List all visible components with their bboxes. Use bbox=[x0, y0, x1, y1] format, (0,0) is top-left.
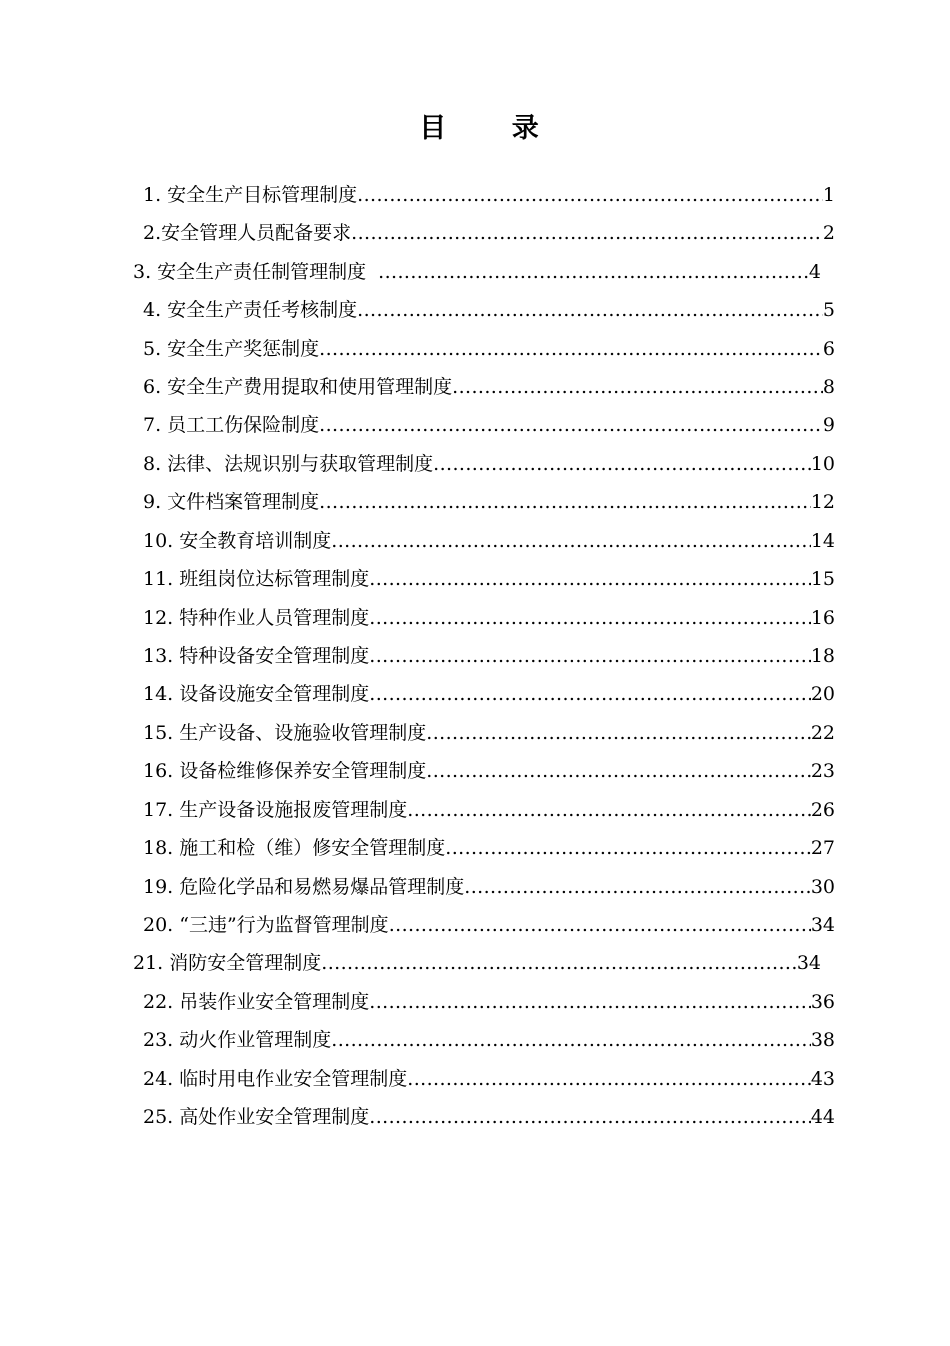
toc-entry[interactable] bbox=[143, 641, 835, 671]
toc-dot-leader bbox=[407, 1064, 811, 1094]
toc-dot-leader bbox=[369, 641, 811, 671]
toc-page-number: 34 bbox=[796, 952, 821, 974]
toc-dot-leader bbox=[369, 679, 811, 709]
toc-dot-leader bbox=[369, 987, 811, 1017]
toc-page-number: 20 bbox=[810, 683, 835, 705]
toc-page-number: 14 bbox=[810, 530, 835, 552]
toc-entry[interactable] bbox=[143, 603, 835, 633]
toc-entry-label: 22. 吊装作业安全管理制度 bbox=[143, 991, 370, 1013]
toc-page-number: 30 bbox=[810, 876, 835, 898]
toc-entry-label: 7. 员工工伤保险制度 bbox=[143, 414, 320, 436]
toc-entry[interactable] bbox=[143, 910, 835, 940]
toc-page-number: 27 bbox=[810, 837, 835, 859]
toc-entry-label: 9. 文件档案管理制度 bbox=[143, 491, 320, 513]
toc-page-number: 18 bbox=[810, 645, 835, 667]
toc-dot-leader bbox=[426, 718, 811, 748]
toc-page-number: 34 bbox=[810, 914, 835, 936]
toc-entry[interactable] bbox=[143, 872, 835, 902]
toc-dot-leader bbox=[452, 372, 823, 402]
toc-entry[interactable] bbox=[133, 257, 821, 287]
toc-entry[interactable] bbox=[143, 334, 835, 364]
toc-entry[interactable] bbox=[143, 987, 835, 1017]
toc-page-number: 9 bbox=[822, 414, 835, 436]
toc-page-number: 38 bbox=[810, 1029, 835, 1051]
toc-entry[interactable] bbox=[143, 372, 835, 402]
toc-entry[interactable] bbox=[143, 180, 835, 210]
toc-dot-leader bbox=[464, 872, 811, 902]
toc-entry-label: 15. 生产设备、设施验收管理制度 bbox=[143, 722, 427, 744]
toc-page-number: 23 bbox=[810, 760, 835, 782]
toc-dot-leader bbox=[331, 526, 811, 556]
toc-dot-leader bbox=[331, 1025, 811, 1055]
toc-entry[interactable] bbox=[143, 833, 835, 863]
toc-entry[interactable] bbox=[143, 218, 835, 248]
toc-dot-leader bbox=[378, 257, 809, 287]
toc-entry[interactable] bbox=[143, 756, 835, 786]
toc-page-number: 26 bbox=[810, 799, 835, 821]
toc-entry-label: 4. 安全生产责任考核制度 bbox=[143, 299, 358, 321]
toc-entry-label: 16. 设备检维修保养安全管理制度 bbox=[143, 760, 427, 782]
toc-entry[interactable] bbox=[143, 487, 835, 517]
toc-entry-label: 13. 特种设备安全管理制度 bbox=[143, 645, 370, 667]
toc-page-number: 22 bbox=[810, 722, 835, 744]
toc-entry-label: 3. 安全生产责任制管理制度 bbox=[133, 261, 367, 283]
toc-dot-leader bbox=[407, 795, 811, 825]
toc-page-number: 6 bbox=[822, 338, 835, 360]
toc-page-number: 36 bbox=[810, 991, 835, 1013]
toc-page-number: 43 bbox=[810, 1068, 835, 1090]
toc-entry-label: 8. 法律、法规识别与获取管理制度 bbox=[143, 453, 434, 475]
toc-dot-leader bbox=[389, 910, 811, 940]
toc-entry-label: 12. 特种作业人员管理制度 bbox=[143, 607, 370, 629]
toc-dot-leader bbox=[357, 295, 823, 325]
toc-page-number: 12 bbox=[810, 491, 835, 513]
toc-entry-label: 5. 安全生产奖惩制度 bbox=[143, 338, 320, 360]
toc-entry[interactable] bbox=[143, 1102, 835, 1132]
toc-page-number: 44 bbox=[810, 1106, 835, 1128]
toc-entry-label: 21. 消防安全管理制度 bbox=[133, 952, 322, 974]
toc-dot-leader bbox=[433, 449, 811, 479]
toc-entry[interactable] bbox=[143, 449, 835, 479]
toc-entry[interactable] bbox=[143, 1064, 835, 1094]
toc-entry-label: 6. 安全生产费用提取和使用管理制度 bbox=[143, 376, 453, 398]
toc-dot-leader bbox=[445, 833, 811, 863]
toc-page-number: 10 bbox=[810, 453, 835, 475]
toc-dot-leader bbox=[369, 1102, 811, 1132]
toc-entry-label: 20. “三违”行为监督管理制度 bbox=[143, 914, 389, 936]
toc-entry[interactable] bbox=[143, 1025, 835, 1055]
toc-dot-leader bbox=[319, 334, 823, 364]
toc-page-number: 4 bbox=[808, 261, 821, 283]
toc-dot-leader bbox=[357, 180, 823, 210]
toc-entry[interactable] bbox=[143, 526, 835, 556]
toc-entry[interactable] bbox=[143, 564, 835, 594]
page-title: 目 录 bbox=[419, 113, 567, 144]
toc-dot-leader bbox=[369, 564, 811, 594]
toc-page-number: 5 bbox=[822, 299, 835, 321]
toc-entry-label: 14. 设备设施安全管理制度 bbox=[143, 683, 370, 705]
toc-entry[interactable] bbox=[143, 795, 835, 825]
toc-page-number: 16 bbox=[810, 607, 835, 629]
toc-page-number: 1 bbox=[822, 184, 835, 206]
toc-dot-leader bbox=[319, 410, 823, 440]
toc-entry-label: 24. 临时用电作业安全管理制度 bbox=[143, 1068, 408, 1090]
toc-dot-leader bbox=[321, 948, 797, 978]
toc-entry[interactable] bbox=[143, 718, 835, 748]
toc-entry-label: 17. 生产设备设施报废管理制度 bbox=[143, 799, 408, 821]
toc-entry-label: 23. 动火作业管理制度 bbox=[143, 1029, 332, 1051]
toc-dot-leader bbox=[369, 603, 811, 633]
toc-entry[interactable] bbox=[133, 948, 821, 978]
toc-entry-label: 25. 高处作业安全管理制度 bbox=[143, 1106, 370, 1128]
toc-page-number: 15 bbox=[810, 568, 835, 590]
toc-page-number: 2 bbox=[822, 222, 835, 244]
toc-entry-label: 2.安全管理人员配备要求 bbox=[143, 222, 352, 244]
toc-dot-leader bbox=[426, 756, 811, 786]
toc-entry-label: 1. 安全生产目标管理制度 bbox=[143, 184, 358, 206]
toc-entry-label: 10. 安全教育培训制度 bbox=[143, 530, 332, 552]
toc-entry-label: 11. 班组岗位达标管理制度 bbox=[143, 568, 370, 590]
toc-entry-label: 19. 危险化学品和易燃易爆品管理制度 bbox=[143, 876, 465, 898]
toc-dot-leader bbox=[319, 487, 811, 517]
toc-page-number: 8 bbox=[822, 376, 835, 398]
toc-entry[interactable] bbox=[143, 679, 835, 709]
toc-dot-leader bbox=[351, 218, 823, 248]
toc-entry[interactable] bbox=[143, 295, 835, 325]
toc-entry-label: 18. 施工和检（维）修安全管理制度 bbox=[143, 837, 446, 859]
toc-entry[interactable] bbox=[143, 410, 835, 440]
